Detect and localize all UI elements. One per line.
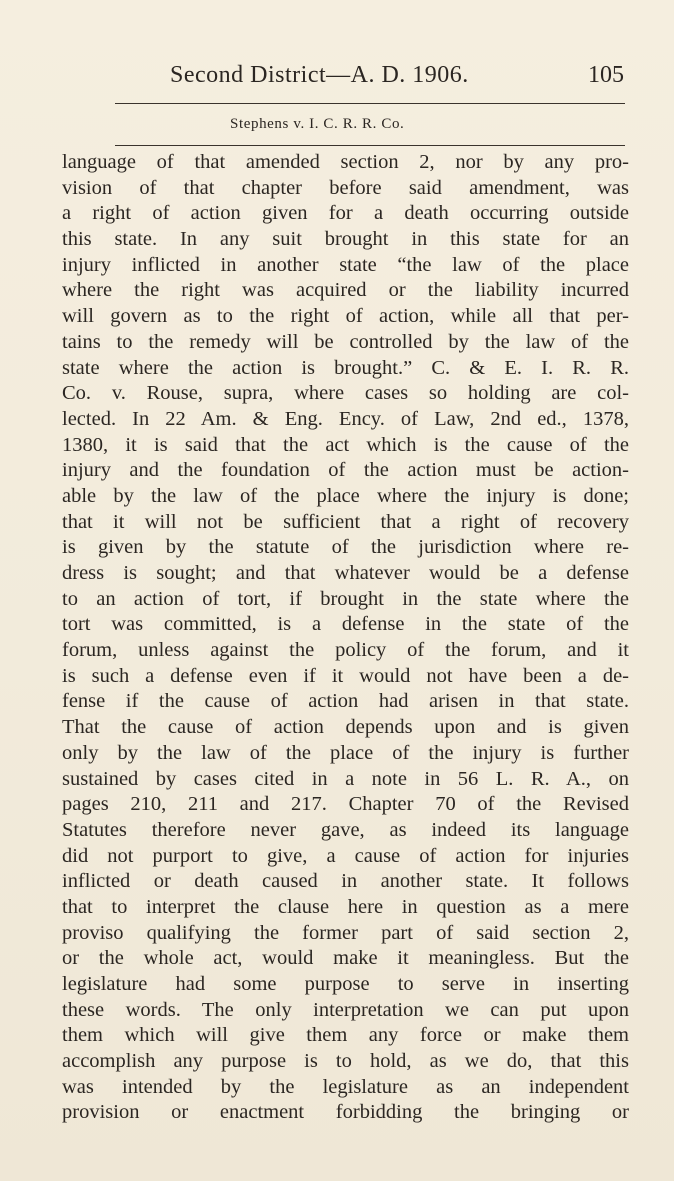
text-line: forum, unless against the policy of the forum, and it [62, 639, 629, 662]
case-title: Stephens v. I. C. R. R. Co. [230, 116, 405, 132]
running-head: Second District—A. D. 1906. [170, 62, 469, 88]
text-line: where the right was acquired or the liability incurred [62, 279, 629, 302]
text-line: tort was committed, is a defense in the state of the [62, 613, 629, 636]
text-line: was intended by the legislature as an independent [62, 1075, 629, 1098]
text-line: did not purport to give, a cause of action for injuries [62, 844, 629, 867]
text-line: accomplish any purpose is to hold, as we do, that this [62, 1050, 629, 1073]
text-line: sustained by cases cited in a note in 56 L. R. A., on [62, 767, 629, 790]
text-line: proviso qualifying the former part of said section 2, [62, 921, 629, 944]
text-line: 1380, it is said that the act which is the cause of the [62, 433, 629, 456]
text-line: inflicted or death caused in another state. It follows [62, 870, 629, 893]
text-line: is such a defense even if it would not have been a de- [62, 664, 629, 687]
text-line: That the cause of action depends upon and is given [62, 716, 629, 739]
header-rule-bottom [115, 145, 625, 146]
text-line: vision of that chapter before said amendment, was [62, 176, 629, 199]
text-line: a right of action given for a death occurring outside [62, 202, 629, 225]
text-line: able by the law of the place where the injury is done; [62, 484, 629, 507]
text-line: that to interpret the clause here in question as a mere [62, 895, 629, 918]
text-line: language of that amended section 2, nor by any pro- [62, 151, 629, 173]
text-line: injury and the foundation of the action must be action- [62, 459, 629, 482]
text-line: Co. v. Rouse, supra, where cases so holding are col- [62, 382, 629, 405]
text-line: only by the law of the place of the injury is further [62, 741, 629, 764]
text-line: to an action of tort, if brought in the state where the [62, 587, 629, 610]
text-line: will govern as to the right of action, while all that per- [62, 305, 629, 328]
text-line: legislature had some purpose to serve in inserting [62, 973, 629, 995]
text-line: or the whole act, would make it meaningless. But the [62, 947, 629, 970]
text-line: is given by the statute of the jurisdiction where re- [62, 536, 629, 559]
text-line: state where the action is brought.” C. & E. I. R. R. [62, 356, 629, 379]
body-text [62, 150, 629, 1126]
text-line: Statutes therefore never gave, as indeed its language [62, 818, 629, 841]
header-rule-top [115, 103, 625, 104]
text-line: dress is sought; and that whatever would be a defense [62, 562, 629, 584]
text-line: that it will not be sufficient that a right of recovery [62, 510, 629, 533]
text-line: fense if the cause of action had arisen in that state. [62, 690, 629, 713]
text-line: tains to the remedy will be controlled by the law of the [62, 330, 629, 353]
text-line: provision or enactment forbidding the bringing or [62, 1101, 629, 1124]
text-line: pages 210, 211 and 217. Chapter 70 of the Revised [62, 793, 629, 816]
page-number: 105 [588, 62, 624, 88]
text-line: lected. In 22 Am. & Eng. Ency. of Law, 2nd ed., 1378, [62, 407, 629, 430]
text-line: injury inflicted in another state “the law of the place [62, 253, 629, 276]
text-line: this state. In any suit brought in this state for an [62, 228, 629, 251]
text-line: them which will give them any force or make them [62, 1024, 629, 1047]
text-line: these words. The only interpretation we can put upon [62, 998, 629, 1021]
